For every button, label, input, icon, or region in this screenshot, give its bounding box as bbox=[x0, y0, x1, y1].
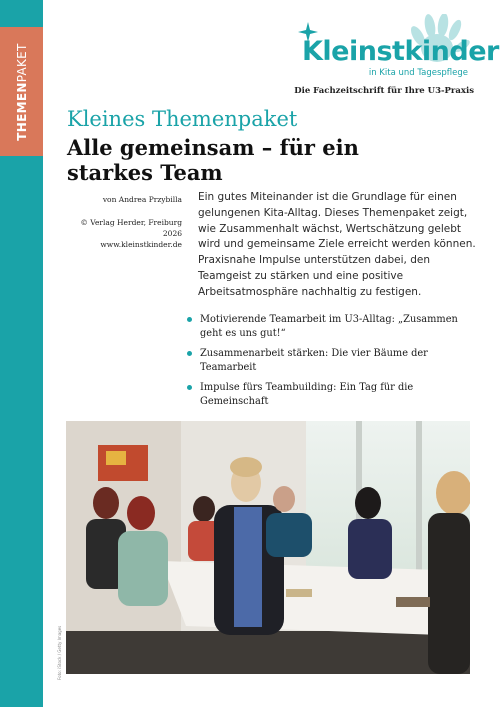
tab-label-bold: THEMEN bbox=[14, 81, 29, 141]
author-byline: von Andrea Przybilla bbox=[102, 195, 182, 204]
themenpaket-label bbox=[15, 43, 29, 140]
bullet-dot-icon bbox=[187, 317, 192, 322]
list-item bbox=[186, 381, 476, 409]
copyright-text: © Verlag Herder, Freiburg 2026 bbox=[80, 218, 182, 238]
list-item bbox=[186, 313, 476, 341]
topic-list bbox=[186, 313, 476, 415]
copyright-block bbox=[64, 217, 182, 250]
tab-label-regular: PAKET bbox=[14, 42, 29, 82]
list-item-text: Impulse fürs Teambuilding: Ein Tag für die Gemeinschaft bbox=[200, 382, 414, 407]
logo-subtitle: in Kita und Tagespflege bbox=[368, 68, 468, 78]
website-link[interactable]: www.kleinstkinder.de bbox=[100, 240, 182, 249]
team-meeting-photo bbox=[66, 421, 470, 674]
photo-illustration bbox=[66, 421, 470, 674]
bullet-dot-icon bbox=[187, 351, 192, 356]
photo-credit: Foto: iStock / Getty Images bbox=[57, 625, 62, 680]
list-item-text: Zusammenarbeit stärken: Die vier Bäume der Teamarbeit bbox=[200, 348, 428, 373]
section-kicker: Kleines Themenpaket bbox=[67, 107, 298, 131]
sidebar-stripe bbox=[0, 0, 43, 707]
themenpaket-tab bbox=[0, 27, 43, 156]
list-item-text: Motivierende Teamarbeit im U3-Alltag: „Zusammen geht es uns gut!“ bbox=[200, 314, 458, 339]
page-title: Alle gemeinsam – für ein starkes Team bbox=[67, 135, 359, 185]
bullet-dot-icon bbox=[187, 385, 192, 390]
intro-paragraph: Ein gutes Miteinander ist die Grundlage für einen gelungenen Kita-Alltag. Dieses Themenpaket zeigt, wie Zusammenhalt wächst, Wertschätzung gelebt wird und gemeinsame Ziele erreicht werden können. Praxisnahe Impulse unterstützen dabei, den Teamgeist zu stärken und eine positive Arbeitsatmosphäre nachhaltig zu festigen. bbox=[198, 191, 476, 298]
list-item bbox=[186, 347, 476, 375]
logo-title: Kleinstkinder bbox=[302, 36, 499, 67]
magazine-tagline: Die Fachzeitschrift für Ihre U3-Praxis bbox=[294, 86, 474, 96]
